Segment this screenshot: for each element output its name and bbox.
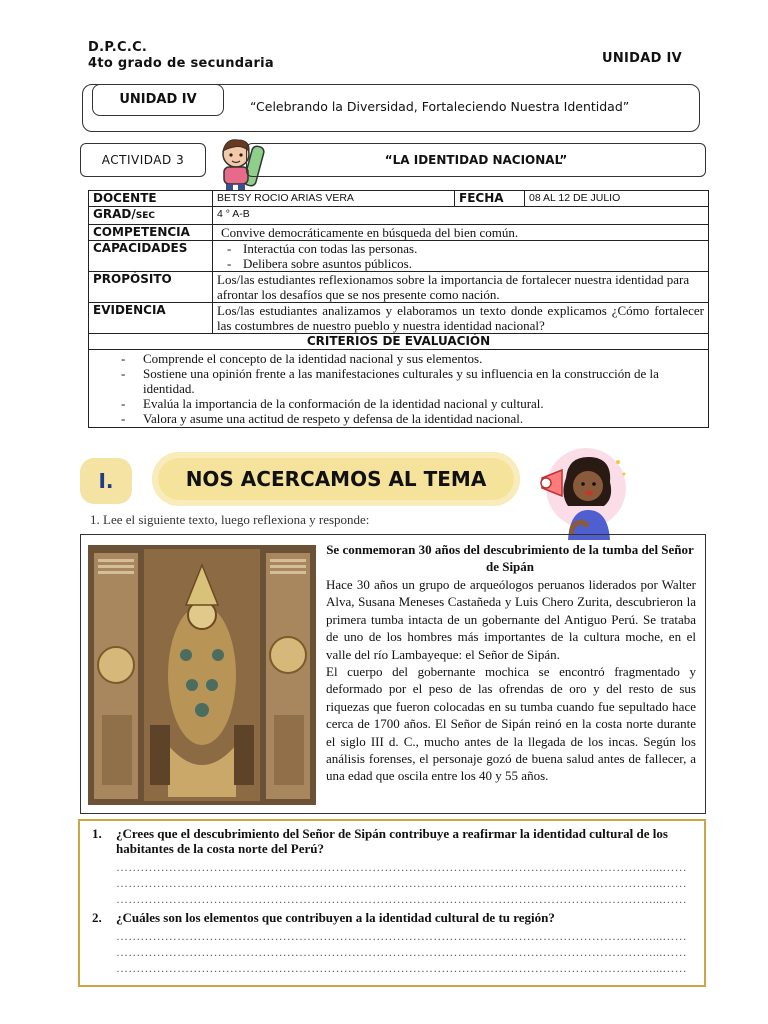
fecha-value: 08 AL 12 DE JULIO xyxy=(525,191,709,207)
question-2-text-row xyxy=(92,910,694,925)
evidencia-label: EVIDENCIA xyxy=(89,303,213,334)
proposito-value: Los/las estudiantes reflexionamos sobre la importancia de fortalecer nuestra identidad para afrontar los desafíos que se nos presente como nación. xyxy=(213,272,709,303)
list-item: - Sostiene una opinión frente a las manifestaciones culturales y su influencia en la construcción de la identidad. xyxy=(93,366,704,396)
competencia-label: COMPETENCIA xyxy=(89,225,213,241)
table-row xyxy=(89,191,709,207)
list-item: - Valora y asume una actitud de respeto y defensa de la identidad nacional. xyxy=(93,411,704,426)
reading-paragraph-2: El cuerpo del gobernante mochica se encontró fragmentado y deformado por el peso de las ofrendas de oro y del resto de sus riquezas que fueron colocadas en su tumba cuando fue sepultado hace cerca de 1700 años. El Señor de Sipán reinó en la costa norte durante el siglo III d. C., mucho antes de la llegada de los incas. Según los análisis forenses, el personaje gozó de buena salud antes de fallecer, a una edad que oscila entre los 40 y 55 años. xyxy=(326,664,696,784)
grado-value: 4 ° A-B xyxy=(213,207,709,225)
question-1 xyxy=(92,826,694,907)
competencia-text: Convive democráticamente en búsqueda del bien común. xyxy=(221,225,519,240)
table-row xyxy=(89,350,709,428)
grade-level: 4to grado de secundaria xyxy=(88,56,275,71)
activity-title: “LA IDENTIDAD NACIONAL” xyxy=(246,143,706,177)
table-row xyxy=(89,334,709,350)
table-row xyxy=(89,303,709,334)
answer-line[interactable]: ……………………………………………………………………………………………………………………...…… xyxy=(116,860,687,874)
docente-label: DOCENTE xyxy=(89,191,213,207)
question-number: 1. xyxy=(92,826,102,841)
list-item: - Delibera sobre asuntos públicos. xyxy=(217,256,704,271)
answer-line[interactable]: ……………………………………………………………………………………………………………………...…… xyxy=(116,929,687,943)
table-row xyxy=(89,272,709,303)
list-item: - Evalúa la importancia de la conformación de la identidad nacional y cultural. xyxy=(93,396,704,411)
reading-paragraph-1: Hace 30 años un grupo de arqueólogos peruanos liderados por Walter Alva, Susana Meneses Castañeda y Luis Chero Zurita, descubrieron la primera tumba intacta de un gobernante del Antiguo Perú. Se trataba de uno de los hombres más importantes de la cultura moche, en el valle del río Lambayeque: el Señor de Sipán. xyxy=(326,577,696,662)
criterios-heading: CRITERIOS DE EVALUACIÓN xyxy=(89,334,709,350)
unit-label-right: UNIDAD IV xyxy=(602,51,683,66)
seccion-label-text: SEC xyxy=(135,211,155,221)
table-row xyxy=(89,225,709,241)
grado-label xyxy=(89,207,213,225)
answer-line[interactable]: ……………………………………………………………………………………………………………………...…… xyxy=(116,945,687,959)
criterios-cell xyxy=(89,350,709,428)
competencia-value xyxy=(213,225,709,241)
list-item: - Comprende el concepto de la identidad nacional y sus elementos. xyxy=(93,351,704,366)
proposito-label: PROPÓSITO xyxy=(89,272,213,303)
question-2 xyxy=(92,910,694,976)
evidencia-value: Los/las estudiantes analizamos y elaboramos un texto donde explicamos ¿Cómo fortalecer las costumbres de nuestro pueblo y nuestra identidad nacional? xyxy=(213,303,709,334)
answer-line[interactable]: ……………………………………………………………………………………………………………………...…… xyxy=(116,892,687,906)
reading-body xyxy=(326,576,696,785)
activity-info-table xyxy=(88,190,709,428)
question-text: ¿Crees que el descubrimiento del Señor de Sipán contribuye a reafirmar la identidad cultural de los habitantes de la costa norte del Perú? xyxy=(116,826,668,856)
question-1-text-row xyxy=(92,826,694,856)
criterios-list xyxy=(93,351,704,426)
capacidades-value xyxy=(213,241,709,272)
activity-label: ACTIVIDAD 3 xyxy=(80,143,206,177)
girl-megaphone-icon xyxy=(538,448,630,540)
grado-label-text: GRAD/ xyxy=(93,207,136,221)
section-number: I. xyxy=(80,458,132,504)
docente-value: BETSY ROCIO ARIAS VERA xyxy=(213,191,455,207)
question-number: 2. xyxy=(92,910,102,925)
answer-line[interactable]: ……………………………………………………………………………………………………………………...…… xyxy=(116,876,687,890)
capacidades-label: CAPACIDADES xyxy=(89,241,213,272)
unit-title: “Celebrando la Diversidad, Fortaleciendo Nuestra Identidad” xyxy=(250,99,630,114)
question-text: ¿Cuáles son los elementos que contribuyen a la identidad cultural de tu región? xyxy=(116,910,555,925)
document-header xyxy=(88,40,274,72)
unit-tab: UNIDAD IV xyxy=(92,84,224,116)
capacidades-list xyxy=(217,241,704,271)
list-item: - Interactúa con todas las personas. xyxy=(217,241,704,256)
table-row xyxy=(89,207,709,225)
tomb-photo xyxy=(88,545,316,805)
reading-title: Se conmemoran 30 años del descubrimiento de la tumba del Señor de Sipán xyxy=(326,542,694,574)
section-title: NOS ACERCAMOS AL TEMA xyxy=(152,452,520,506)
fecha-label: FECHA xyxy=(455,191,525,207)
reading-instruction: 1. Lee el siguiente texto, luego reflexiona y responde: xyxy=(90,512,370,527)
table-row xyxy=(89,241,709,272)
answer-line[interactable]: ……………………………………………………………………………………………………………………...…… xyxy=(116,961,687,975)
org-name: D.P.C.C. xyxy=(88,40,148,55)
